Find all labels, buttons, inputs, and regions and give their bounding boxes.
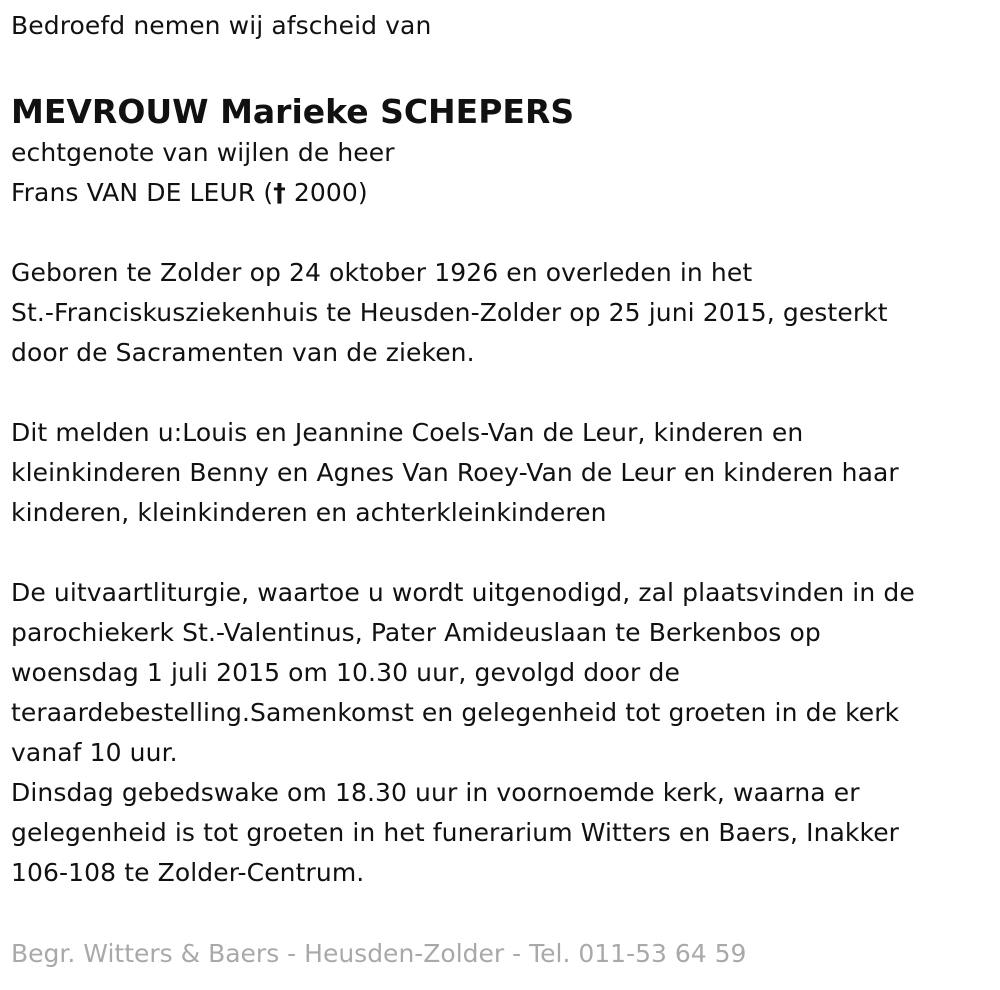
- spacer: [11, 373, 1000, 413]
- paragraph-line: St.-Franciskusziekenhuis te Heusden-Zolder op 25 juni 2015, gesterkt: [11, 298, 888, 327]
- paragraph-line: vanaf 10 uur.: [11, 738, 178, 767]
- paragraph-line: De uitvaartliturgie, waartoe u wordt uitgenodigd, zal plaatsvinden in de: [11, 578, 915, 607]
- spacer: [11, 533, 1000, 573]
- spouse-death-year: 2000): [285, 178, 368, 207]
- family-paragraph: [11, 413, 1000, 533]
- deceased-name: MEVROUW Marieke SCHEPERS: [11, 92, 575, 131]
- spouse-relation: echtgenote van wijlen de heer: [11, 138, 395, 167]
- paragraph-line: kleinkinderen Benny en Agnes Van Roey-Van de Leur en kinderen haar: [11, 458, 899, 487]
- vigil-paragraph: [11, 773, 1000, 893]
- paragraph-line: teraardebestelling.Samenkomst en gelegenheid tot groeten in de kerk: [11, 698, 900, 727]
- paragraph-line: 106-108 te Zolder-Centrum.: [11, 858, 365, 887]
- paragraph-line: Dit melden u:Louis en Jeannine Coels-Van de Leur, kinderen en: [11, 418, 804, 447]
- paragraph-line: kinderen, kleinkinderen en achterkleinkinderen: [11, 498, 607, 527]
- funeral-paragraph: [11, 573, 1000, 773]
- paragraph-line: Dinsdag gebedswake om 18.30 uur in voornoemde kerk, waarna er: [11, 778, 860, 807]
- spouse-name-prefix: Frans VAN DE LEUR (: [11, 178, 274, 207]
- paragraph-line: door de Sacramenten van de zieken.: [11, 338, 475, 367]
- funeral-home-footer: Begr. Witters & Baers - Heusden-Zolder - Tel. 011-53 64 59: [11, 939, 747, 968]
- paragraph-line: parochiekerk St.-Valentinus, Pater Amideuslaan te Berkenbos op: [11, 618, 821, 647]
- paragraph-line: Geboren te Zolder op 24 oktober 1926 en overleden in het: [11, 258, 753, 287]
- cross-icon: †: [273, 178, 286, 207]
- paragraph-line: woensdag 1 juli 2015 om 10.30 uur, gevolgd door de: [11, 658, 680, 687]
- spacer: [11, 213, 1000, 253]
- intro-text: Bedroefd nemen wij afscheid van: [11, 11, 432, 40]
- spouse-name: [11, 173, 1000, 213]
- paragraph-line: gelegenheid is tot groeten in het funerarium Witters en Baers, Inakker: [11, 818, 900, 847]
- birth-death-paragraph: [11, 253, 1000, 373]
